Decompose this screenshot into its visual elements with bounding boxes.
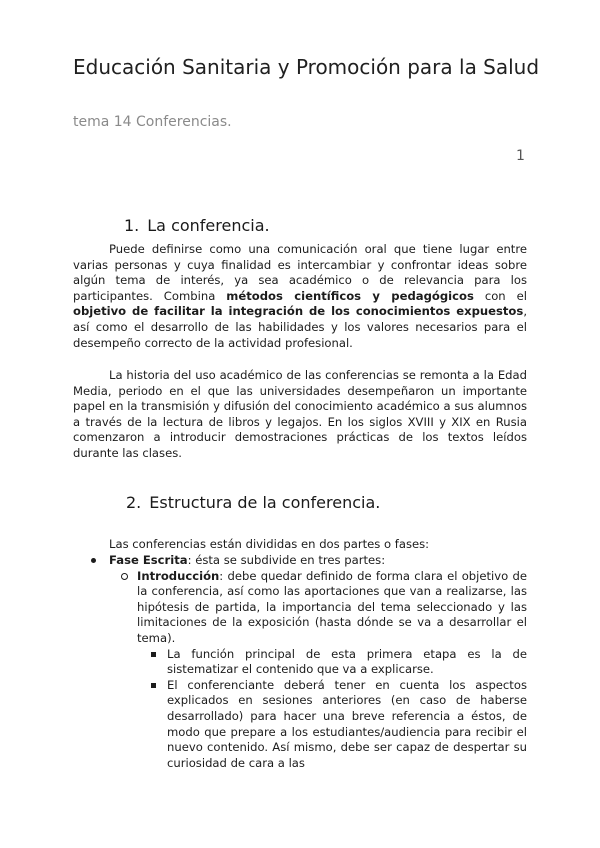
list-item — [149, 647, 527, 678]
p1-bold-b: objetivo de facilitar la integración de los conocimientos expuestos — [73, 304, 524, 319]
page-number: 1 — [516, 148, 525, 164]
intro-sublist — [137, 647, 527, 772]
phase-label: Fase Escrita — [109, 553, 188, 567]
p1-text-b: con el — [473, 288, 527, 303]
phase-text: : ésta se subdivide en tres partes: — [187, 553, 386, 567]
square-bullet-icon — [151, 652, 156, 657]
square-bullet-icon — [151, 683, 156, 688]
list-item — [91, 553, 527, 771]
sub-item-text: La función principal de esta primera etapa es la de sistematizar el contenido que va a explicarse. — [167, 646, 527, 677]
bullet-icon — [91, 558, 96, 563]
list-item — [119, 569, 527, 772]
intro-text: : debe quedar definido de forma clara el objetivo de la conferencia, así como las aportaciones que van a realizarse, las hipótesis de partida, la importancia del tema seleccionado y las limitaciones de la exposición (hasta dónde se va a desarrollar el tema). — [137, 568, 527, 645]
section-2-title: Estructura de la conferencia. — [149, 493, 381, 512]
p1-text-c: , así como el desarrollo de las habilidades y los valores necesarios para el desempeño correcto de la actividad profesional. — [73, 304, 527, 350]
document-title: Educación Sanitaria y Promoción para la Salud — [73, 55, 540, 79]
section-2-heading — [126, 493, 380, 512]
document-subtitle: tema 14 Conferencias. — [73, 114, 232, 130]
section-2-number: 2. — [126, 493, 142, 512]
section-1-title: La conferencia. — [147, 216, 270, 235]
section-1-heading — [124, 216, 270, 235]
p1-bold-a: métodos científicos y pedagógicos — [226, 288, 474, 303]
section-1-paragraph-2: La historia del uso académico de las conferencias se remonta a la Edad Media, periodo en el que las universidades desempeñaron un importante papel en la transmisión y difusión del conocimiento académico a sus alumnos a través de la lectura de libros y legajos. En los siglos XVIII y XIX en Rusia comenzaron a introducir demostraciones prácticas de los textos leídos durante las clases. — [73, 368, 527, 460]
phases-list — [91, 553, 527, 771]
section-2-lead: Las conferencias están divididas en dos partes o fases: — [109, 537, 430, 551]
section-1-paragraph-1 — [73, 242, 527, 351]
p1-text-a: Puede definirse como una comunicación oral que tiene lugar entre varias personas y cuya finalidad es intercambiar y confrontar ideas sobre algún tema de interés, ya sea académico o de relevancia para los participantes. Combina — [73, 242, 527, 303]
sub-item-text: El conferenciante deberá tener en cuenta los aspectos explicados en sesiones anteriores (en caso de haberse desarrollado) para hacer una breve referencia a éstos, de modo que prepare a los estudiantes/audiencia para recibir el nuevo contenido. Así mismo, debe ser capaz de despertar su curiosidad de cara a las — [167, 677, 527, 770]
circle-bullet-icon — [121, 573, 128, 580]
intro-label: Introducción — [137, 568, 220, 583]
phase-sublist — [109, 569, 527, 772]
list-item — [149, 678, 527, 772]
section-1-number: 1. — [124, 216, 140, 235]
